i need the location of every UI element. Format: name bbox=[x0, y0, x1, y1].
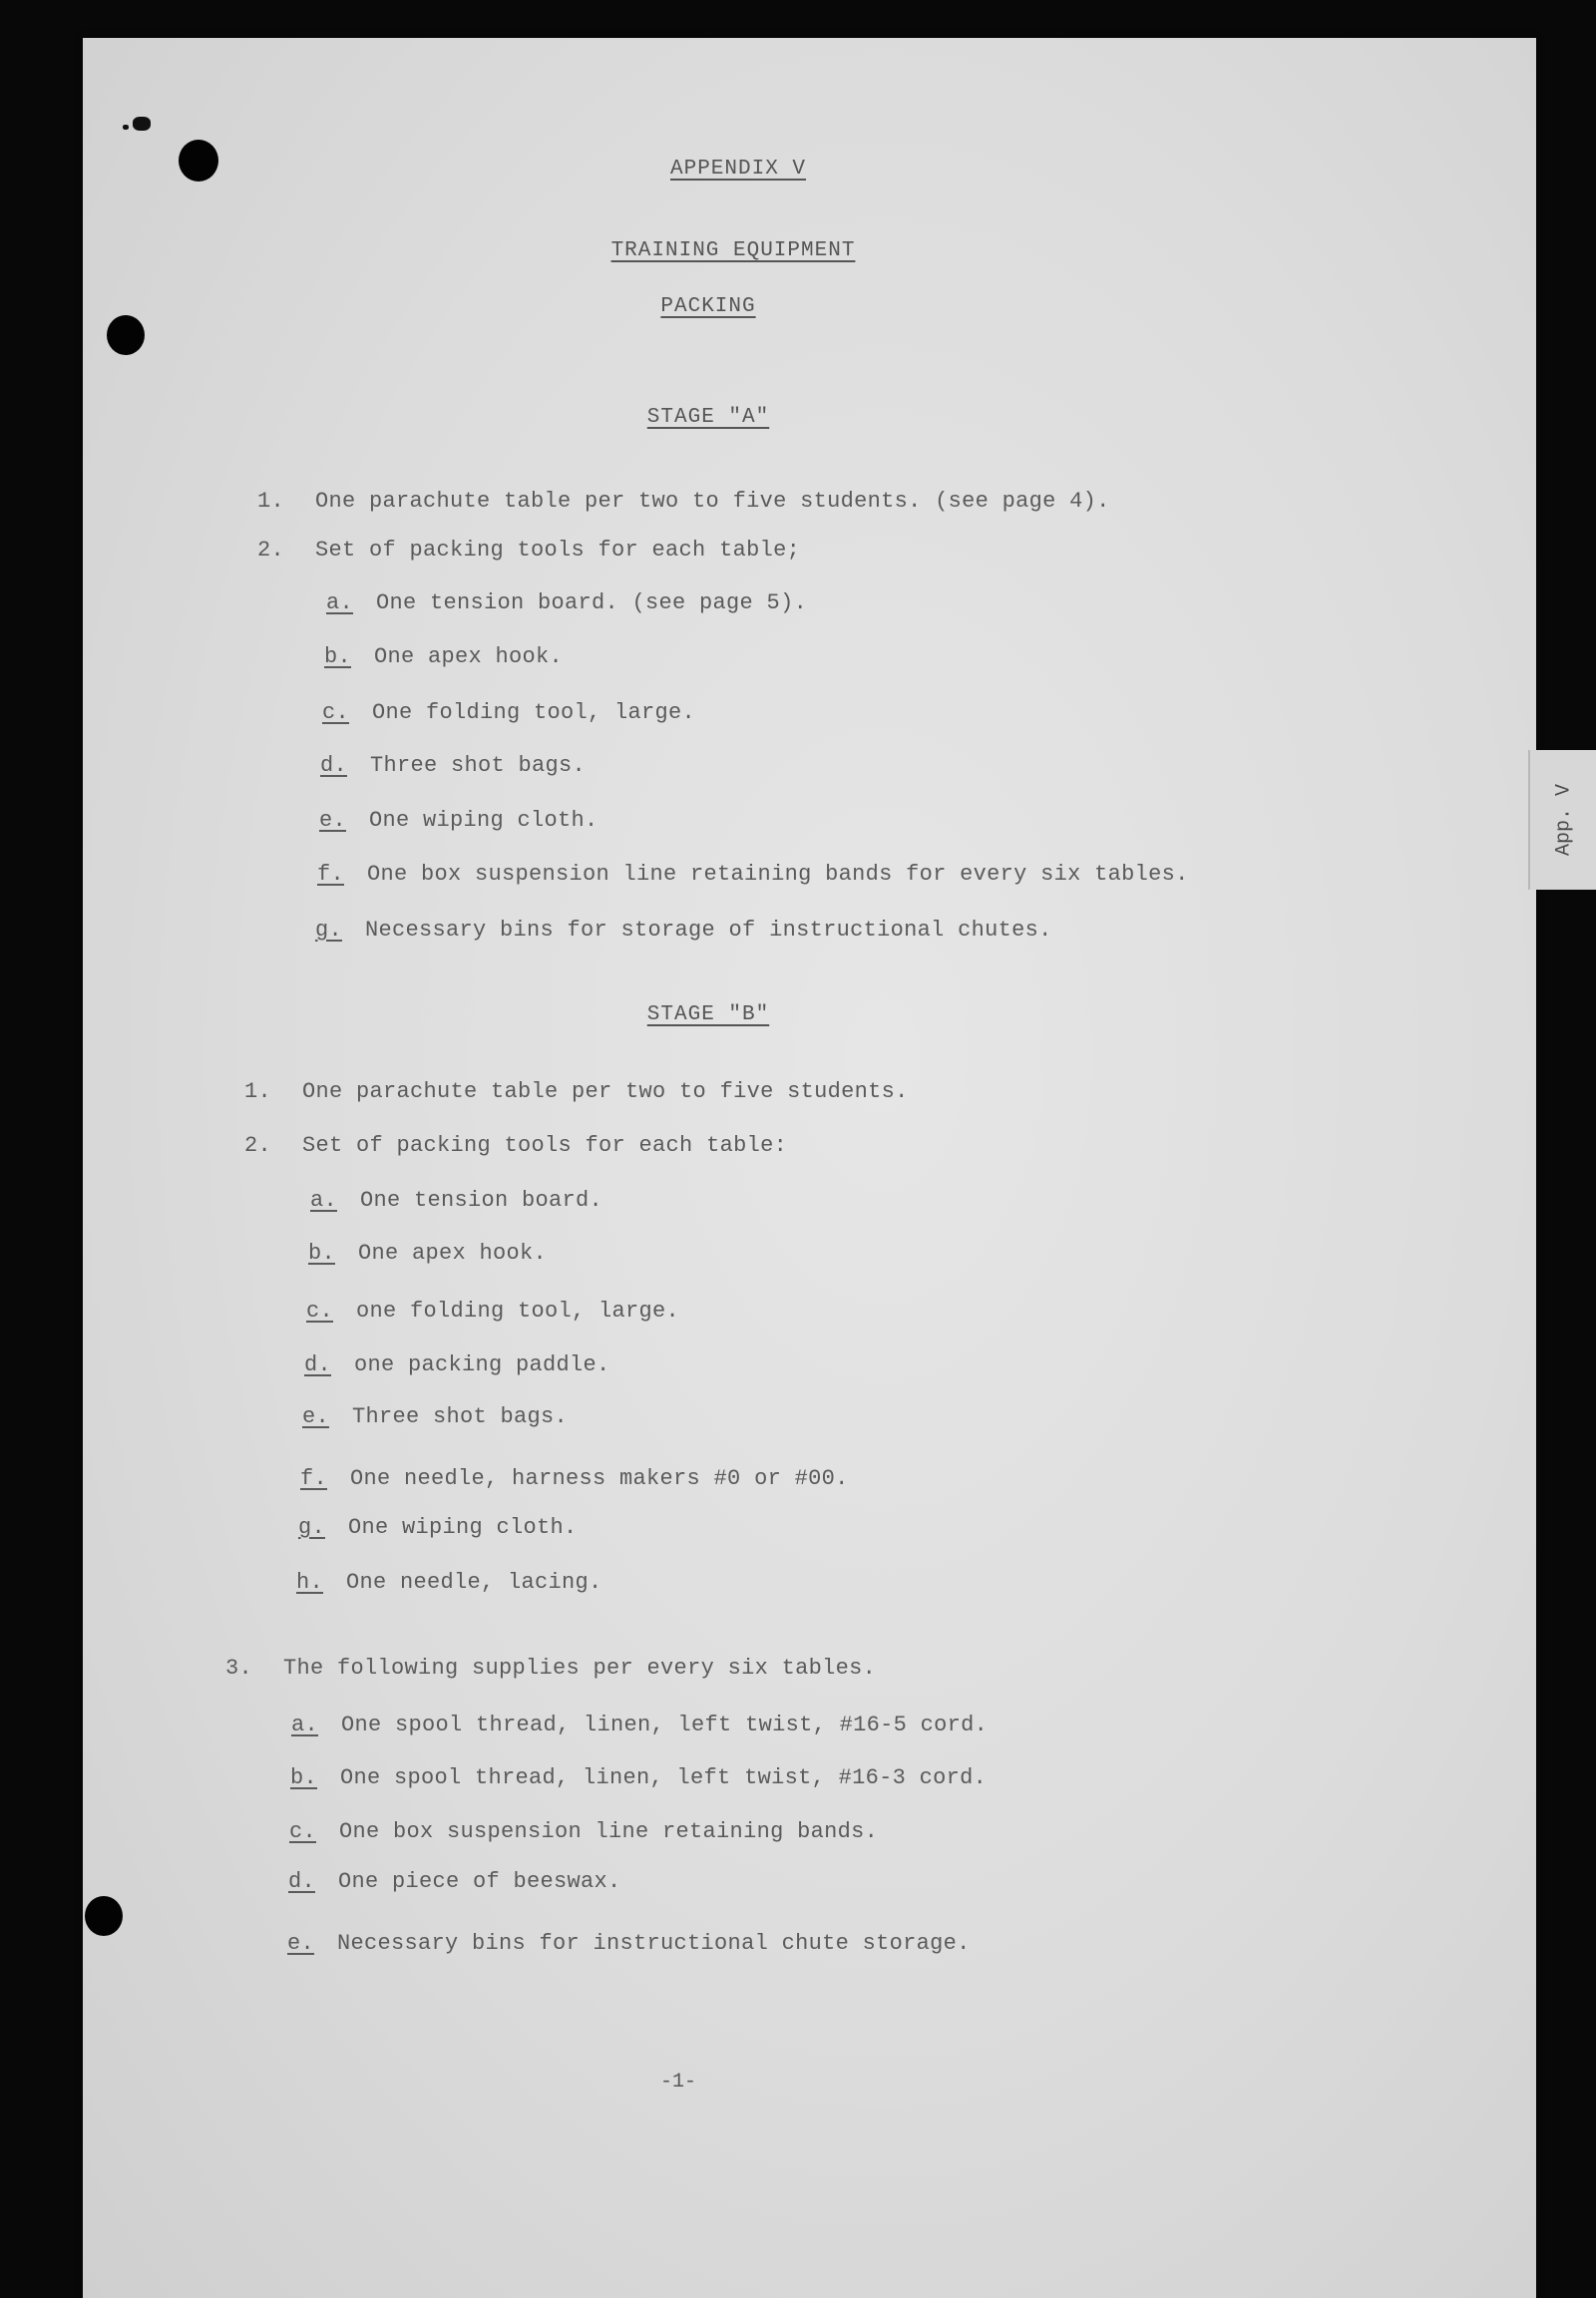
item-number: 3. bbox=[225, 1656, 253, 1681]
subitem-letter: a. bbox=[310, 1188, 338, 1213]
subitem-letter: e. bbox=[287, 1931, 315, 1956]
stage-b-heading bbox=[0, 1003, 1506, 1026]
document-title bbox=[0, 239, 1531, 262]
item-text: Set of packing tools for each table; bbox=[315, 538, 801, 563]
subitem-text: One wiping cloth. bbox=[348, 1515, 578, 1540]
stage-b-subitem-e bbox=[302, 1404, 568, 1429]
subitem-letter: h. bbox=[296, 1570, 324, 1595]
stage-b-heading-text: STAGE "B" bbox=[646, 1003, 770, 1026]
item-text: Set of packing tools for each table: bbox=[302, 1133, 788, 1158]
stage-a-item-2 bbox=[257, 538, 800, 563]
subitem-letter: g. bbox=[315, 918, 343, 943]
subitem-letter: e. bbox=[319, 808, 347, 833]
item-number: 1. bbox=[244, 1079, 272, 1104]
subitem-text: One folding tool, large. bbox=[372, 700, 696, 725]
item-number: 1. bbox=[257, 489, 285, 514]
document-title-text: TRAINING EQUIPMENT bbox=[610, 239, 856, 262]
stage-b-item-3 bbox=[225, 1656, 876, 1681]
subitem-text: Three shot bags. bbox=[352, 1404, 569, 1429]
subitem-letter: g. bbox=[298, 1515, 326, 1540]
supply-item-e bbox=[287, 1931, 971, 1956]
stage-a-heading-text: STAGE "A" bbox=[646, 406, 770, 429]
stage-b-subitem-b bbox=[308, 1241, 547, 1266]
ink-speck bbox=[133, 117, 151, 131]
document-page bbox=[83, 38, 1536, 2298]
stage-b-item-1 bbox=[244, 1079, 909, 1104]
item-text: One parachute table per two to five students. bbox=[302, 1079, 909, 1104]
subitem-text: One spool thread, linen, left twist, #16-5 cord. bbox=[341, 1713, 989, 1737]
subitem-letter: b. bbox=[324, 644, 352, 669]
supply-item-a bbox=[291, 1713, 988, 1737]
ink-speck-small bbox=[123, 125, 129, 130]
subitem-text: Necessary bins for instructional chute storage. bbox=[337, 1931, 971, 1956]
stage-a-subitem-f bbox=[317, 862, 1189, 887]
subitem-letter: c. bbox=[306, 1299, 334, 1324]
stage-b-subitem-d bbox=[304, 1352, 610, 1377]
supply-item-b bbox=[290, 1765, 987, 1790]
subitem-letter: a. bbox=[291, 1713, 319, 1737]
stage-a-subitem-b bbox=[324, 644, 563, 669]
stage-a-subitem-c bbox=[322, 700, 695, 725]
item-text: The following supplies per every six tables. bbox=[283, 1656, 877, 1681]
stage-a-heading bbox=[0, 406, 1506, 429]
subitem-letter: d. bbox=[320, 753, 348, 778]
stage-a-subitem-g bbox=[315, 918, 1052, 943]
subitem-text: One wiping cloth. bbox=[369, 808, 598, 833]
subitem-text: One spool thread, linen, left twist, #16-3 cord. bbox=[340, 1765, 988, 1790]
subitem-text: Necessary bins for storage of instructional chutes. bbox=[365, 918, 1052, 943]
stage-b-subitem-h bbox=[296, 1570, 602, 1595]
stage-a-item-1 bbox=[257, 489, 1110, 514]
subitem-text: One apex hook. bbox=[358, 1241, 548, 1266]
subitem-text: One piece of beeswax. bbox=[338, 1869, 621, 1894]
subitem-text: one folding tool, large. bbox=[356, 1299, 680, 1324]
item-number: 2. bbox=[257, 538, 285, 563]
item-number: 2. bbox=[244, 1133, 272, 1158]
subitem-letter: b. bbox=[308, 1241, 336, 1266]
punch-hole-bottom bbox=[85, 1896, 123, 1936]
stage-b-subitem-g bbox=[298, 1515, 578, 1540]
appendix-heading-text: APPENDIX V bbox=[669, 158, 807, 181]
subitem-letter: c. bbox=[289, 1819, 317, 1844]
document-subtitle-text: PACKING bbox=[660, 295, 756, 318]
subitem-text: One needle, lacing. bbox=[346, 1570, 602, 1595]
stage-b-subitem-a bbox=[310, 1188, 602, 1213]
appendix-heading bbox=[0, 158, 1536, 181]
subitem-text: One box suspension line retaining bands for every six tables. bbox=[367, 862, 1189, 887]
supply-item-c bbox=[289, 1819, 878, 1844]
stage-a-subitem-e bbox=[319, 808, 598, 833]
subitem-text: One needle, harness makers #0 or #00. bbox=[350, 1466, 849, 1491]
stage-b-subitem-f bbox=[300, 1466, 849, 1491]
subitem-letter: c. bbox=[322, 700, 350, 725]
subitem-text: One tension board. bbox=[360, 1188, 603, 1213]
stage-b-subitem-c bbox=[306, 1299, 679, 1324]
subitem-letter: d. bbox=[288, 1869, 316, 1894]
stage-b-item-2 bbox=[244, 1133, 787, 1158]
subitem-text: One apex hook. bbox=[374, 644, 564, 669]
subitem-letter: d. bbox=[304, 1352, 332, 1377]
document-subtitle bbox=[0, 295, 1506, 318]
subitem-letter: a. bbox=[326, 590, 354, 615]
subitem-letter: e. bbox=[302, 1404, 330, 1429]
supply-item-d bbox=[288, 1869, 621, 1894]
subitem-text: one packing paddle. bbox=[354, 1352, 610, 1377]
punch-hole-middle bbox=[107, 315, 145, 355]
subitem-text: One tension board. (see page 5). bbox=[376, 590, 808, 615]
subitem-text: One box suspension line retaining bands. bbox=[339, 1819, 879, 1844]
page-number: -1- bbox=[659, 2071, 696, 2094]
item-text: One parachute table per two to five students. (see page 4). bbox=[315, 489, 1110, 514]
stage-a-subitem-a bbox=[326, 590, 807, 615]
stage-a-subitem-d bbox=[320, 753, 586, 778]
appendix-tab bbox=[1528, 750, 1596, 890]
appendix-tab-label: App. V bbox=[1552, 783, 1576, 857]
subitem-letter: f. bbox=[317, 862, 345, 887]
subitem-letter: b. bbox=[290, 1765, 318, 1790]
subitem-text: Three shot bags. bbox=[370, 753, 587, 778]
subitem-letter: f. bbox=[300, 1466, 328, 1491]
